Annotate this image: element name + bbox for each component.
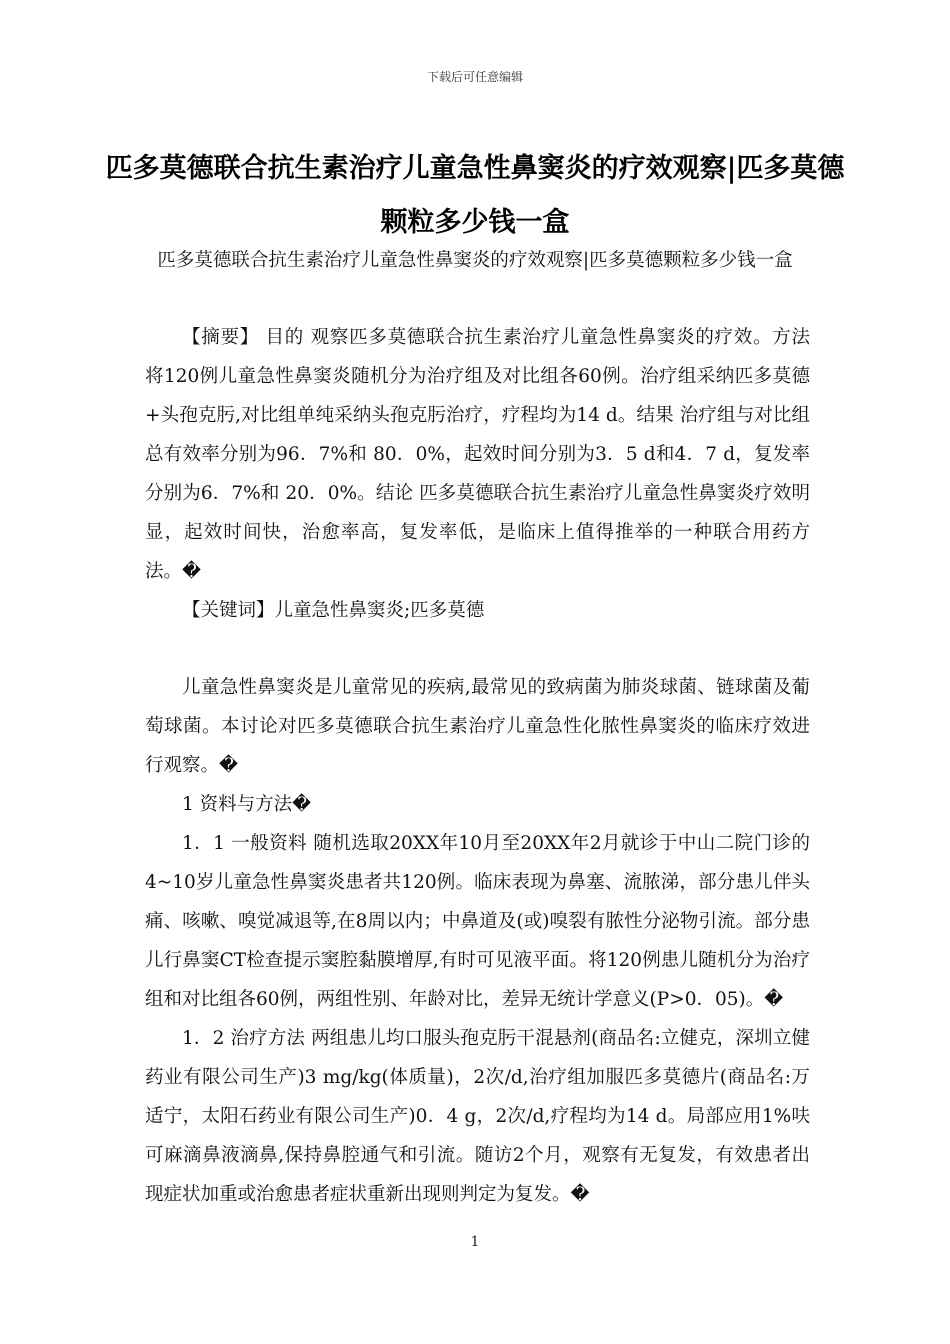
document-subtitle: 匹多莫德联合抗生素治疗儿童急性鼻窦炎的疗效观察|匹多莫德颗粒多少钱一盒 (157, 250, 793, 271)
section-1-2-paragraph: 1．2 治疗方法 两组患儿均口服头孢克肟干混悬剂(商品名:立健克，深圳立健药业有限公司生产)3 mg/kg(体质量)，2次/d,治疗组加服匹多莫德片(商品名:万适宁，太阳石药业有限公司生产)0．4 g，2次/d,疗程均为14 d。局部应用1%呋可麻滴鼻液滴鼻,保持鼻腔通气和引流。随访2个月，观察有无复发，有效患者出现症状加重或治愈患者症状重新出现则判定为复发。� (145, 1028, 810, 1205)
document-body (145, 318, 810, 1214)
header-note: 下载后可任意编辑 (426, 70, 523, 84)
section-1-heading: 1 资料与方法� (182, 794, 312, 815)
keywords-paragraph: 【关键词】儿童急性鼻窦炎;匹多莫德 (182, 600, 485, 621)
section-1-1-paragraph: 1．1 一般资料 随机选取20XX年10月至20XX年2月就诊于中山二院门诊的4~10岁儿童急性鼻窦炎患者共120例。临床表现为鼻塞、流脓涕，部分患儿伴头痛、咳嗽、嗅觉减退等,在8周以内；中鼻道及(或)嗅裂有脓性分泌物引流。部分患儿行鼻窦CT检查提示窦腔黏膜增厚,有时可见液平面。将120例患儿随机分为治疗组和对比组各60例，两组性别、年龄对比，差异无统计学意义(P>0．05)。� (145, 833, 810, 1010)
document-title: 匹多莫德联合抗生素治疗儿童急性鼻窦炎的疗效观察|匹多莫德颗粒多少钱一盒 (105, 153, 845, 238)
abstract-paragraph: 【摘要】 目的 观察匹多莫德联合抗生素治疗儿童急性鼻窦炎的疗效。方法 将120例儿童急性鼻窦炎随机分为治疗组及对比组各60例。治疗组采纳匹多莫德+头孢克肟,对比组单纯采纳头孢克肟治疗，疗程均为14 d。结果 治疗组与对比组总有效率分别为96．7%和 80．0%，起效时间分别为3．5 d和4．7 d，复发率分别为6．7%和 20．0%。结论 匹多莫德联合抗生素治疗儿童急性鼻窦炎疗效明显，起效时间快，治愈率高，复发率低，是临床上值得推举的一种联合用药方法。� (145, 327, 810, 582)
page-number: 1 (470, 1234, 480, 1250)
intro-paragraph: 儿童急性鼻窦炎是儿童常见的疾病,最常见的致病菌为肺炎球菌、链球菌及葡萄球菌。本讨论对匹多莫德联合抗生素治疗儿童急性化脓性鼻窦炎的临床疗效进行观察。� (145, 677, 810, 776)
paragraph-spacer (145, 630, 810, 668)
